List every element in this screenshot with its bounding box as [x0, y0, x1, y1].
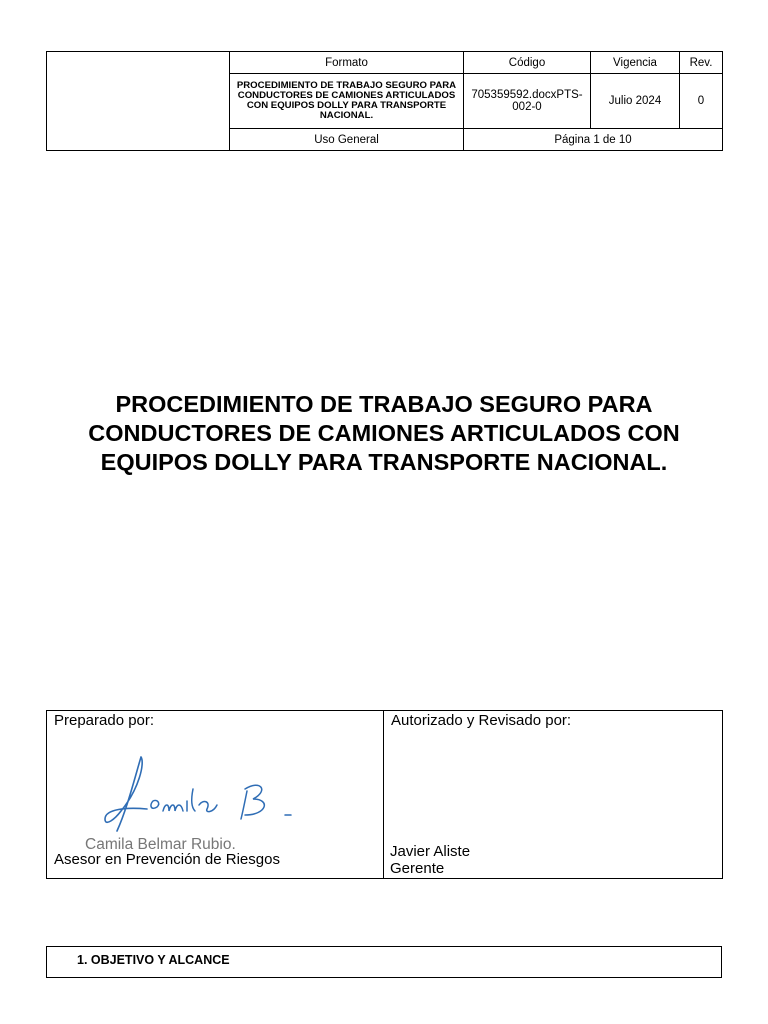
authorized-by-cell: [384, 711, 723, 879]
header-format-title: PROCEDIMIENTO DE TRABAJO SEGURO PARA CONDUCTORES DE CAMIONES ARTICULADOS CON EQUIPOS DOLLY PARA TRANSPORTE NACIONAL.: [230, 74, 464, 129]
document-title: PROCEDIMIENTO DE TRABAJO SEGURO PARA CONDUCTORES DE CAMIONES ARTICULADOS CON EQUIPOS DOLLY PARA TRANSPORTE NACIONAL.: [88, 391, 680, 475]
preparer-role: Asesor en Prevención de Riesgos: [54, 851, 280, 868]
preparer-name: Camila Belmar Rubio.: [85, 836, 236, 853]
header-rev-label: Rev.: [680, 52, 723, 74]
authorized-by-label: Autorizado y Revisado por:: [391, 712, 572, 729]
document-header-table: [46, 51, 723, 151]
header-validity-label: Vigencia: [591, 52, 680, 74]
authorizer-name: Javier Aliste: [390, 843, 471, 860]
authorizer-role: Gerente: [390, 860, 445, 877]
logo-cell: [47, 52, 230, 151]
header-code-label: Código: [464, 52, 591, 74]
prepared-by-label: Preparado por:: [54, 712, 155, 729]
header-rev-value: 0: [680, 74, 723, 129]
signature-table: [46, 710, 723, 879]
header-page-number: Página 1 de 10: [464, 129, 723, 151]
handwritten-signature-icon: [75, 749, 315, 859]
prepared-by-cell: [47, 711, 384, 879]
header-validity-value: Julio 2024: [591, 74, 680, 129]
header-code-value: 705359592.docxPTS-002-0: [464, 74, 591, 129]
section-objective-box: [46, 946, 722, 978]
section-heading: 1. OBJETIVO Y ALCANCE: [77, 953, 230, 967]
header-usage: Uso General: [230, 129, 464, 151]
authorizer-block: [390, 843, 470, 877]
header-format-label: Formato: [230, 52, 464, 74]
